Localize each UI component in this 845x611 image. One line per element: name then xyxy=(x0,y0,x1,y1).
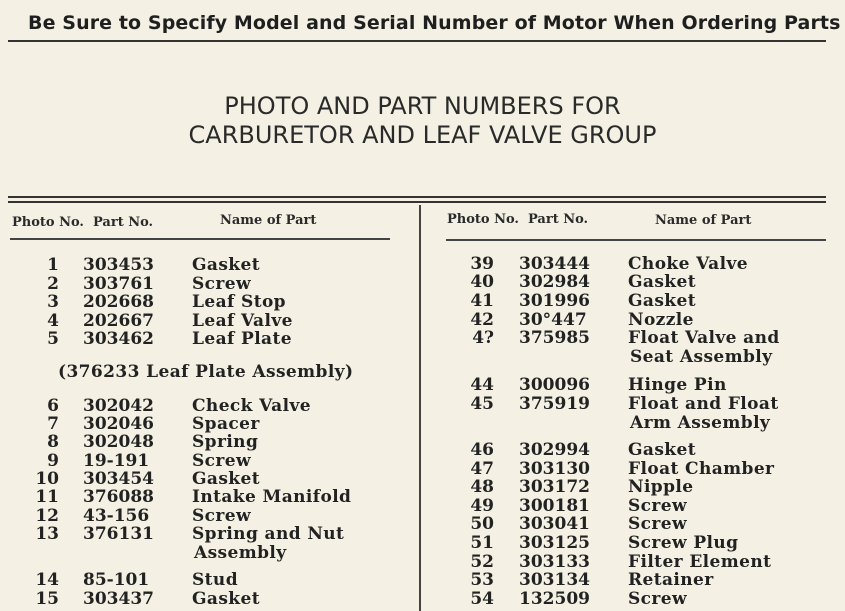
part-number: 303454 xyxy=(83,469,154,489)
part-number: 303761 xyxy=(83,274,154,294)
photo-number: 13 xyxy=(35,524,59,544)
table-top-rule xyxy=(8,196,826,198)
left-header-rule xyxy=(10,238,390,240)
part-name: Spacer xyxy=(192,414,260,434)
photo-number: 51 xyxy=(470,533,494,553)
part-name: Nipple xyxy=(628,477,694,497)
part-name: Intake Manifold xyxy=(192,487,352,507)
photo-number: 12 xyxy=(35,506,59,526)
part-name: Screw xyxy=(628,514,688,534)
part-number: 302046 xyxy=(83,414,154,434)
part-number: 375985 xyxy=(519,328,590,348)
part-number: 202668 xyxy=(83,292,154,312)
part-name: Gasket xyxy=(628,440,696,460)
page-title xyxy=(0,92,845,150)
part-number: 303133 xyxy=(519,552,590,572)
part-name: Screw xyxy=(628,496,688,516)
banner-underline xyxy=(8,40,826,42)
part-number: 303041 xyxy=(519,514,590,534)
part-name: Retainer xyxy=(628,570,714,590)
part-name: Gasket xyxy=(192,589,260,609)
part-number: 302994 xyxy=(519,440,590,460)
left-header-name: Name of Part xyxy=(220,213,317,228)
part-name: Float Chamber xyxy=(628,459,775,479)
photo-number: 4 xyxy=(47,311,59,331)
part-name: Screw xyxy=(192,451,252,471)
photo-number: 53 xyxy=(470,570,494,590)
photo-number: 40 xyxy=(470,272,494,292)
photo-number: 46 xyxy=(470,440,494,460)
photo-number: 4? xyxy=(472,328,494,348)
part-number: 303134 xyxy=(519,570,590,590)
part-number: 302984 xyxy=(519,272,590,292)
part-name: Nozzle xyxy=(628,310,694,330)
right-header-photo: Photo No. xyxy=(447,212,519,227)
photo-number: 52 xyxy=(470,552,494,572)
photo-number: 7 xyxy=(47,414,59,434)
photo-number: 49 xyxy=(470,496,494,516)
part-name: Check Valve xyxy=(192,396,311,416)
part-number: 85-101 xyxy=(83,570,150,590)
part-name: Leaf Plate xyxy=(192,329,292,349)
part-name-continued: Arm Assembly xyxy=(630,413,771,433)
photo-number: 14 xyxy=(35,570,59,590)
part-name: Float and Float xyxy=(628,394,779,414)
left-header-photo: Photo No. xyxy=(12,215,84,230)
photo-number: 42 xyxy=(470,310,494,330)
table-top-rule-2 xyxy=(8,201,826,203)
photo-number: 8 xyxy=(47,432,59,452)
part-name: Spring xyxy=(192,432,259,452)
photo-number: 44 xyxy=(470,375,494,395)
photo-number: 6 xyxy=(47,396,59,416)
photo-number: 10 xyxy=(35,469,59,489)
part-number: 303172 xyxy=(519,477,590,497)
part-name-continued: Seat Assembly xyxy=(630,347,773,367)
part-number: 30°447 xyxy=(519,310,587,330)
part-name: Screw xyxy=(628,589,688,609)
photo-number: 48 xyxy=(470,477,494,497)
part-name: Float Valve and xyxy=(628,328,780,348)
part-name: Spring and Nut xyxy=(192,524,345,544)
part-number: 300181 xyxy=(519,496,590,516)
part-name: Screw Plug xyxy=(628,533,739,553)
part-number: 303437 xyxy=(83,589,154,609)
right-header-rule xyxy=(446,239,826,241)
title-line-1: PHOTO AND PART NUMBERS FOR xyxy=(224,92,621,120)
part-number: 303125 xyxy=(519,533,590,553)
part-number: 303130 xyxy=(519,459,590,479)
photo-number: 50 xyxy=(470,514,494,534)
photo-number: 2 xyxy=(47,274,59,294)
part-name: Leaf Stop xyxy=(192,292,286,312)
part-number: 202667 xyxy=(83,311,154,331)
part-number: 303444 xyxy=(519,254,590,274)
part-number: 301996 xyxy=(519,291,590,311)
part-name: Gasket xyxy=(192,255,260,275)
column-divider xyxy=(419,205,421,611)
left-header-part: Part No. xyxy=(93,215,154,230)
part-name: Gasket xyxy=(628,272,696,292)
part-number: 300096 xyxy=(519,375,590,395)
photo-number: 3 xyxy=(47,292,59,312)
photo-number: 54 xyxy=(470,589,494,609)
order-notice-banner: Be Sure to Specify Model and Serial Number of Motor When Ordering Parts xyxy=(28,12,841,34)
right-header-part: Part No. xyxy=(528,212,589,227)
part-number: 302048 xyxy=(83,432,154,452)
photo-number: 47 xyxy=(470,459,494,479)
part-name: Hinge Pin xyxy=(628,375,727,395)
part-name: Leaf Valve xyxy=(192,311,293,331)
part-number: 376131 xyxy=(83,524,154,544)
part-number: 376088 xyxy=(83,487,154,507)
photo-number: 11 xyxy=(35,487,59,507)
part-name-continued: Assembly xyxy=(194,543,287,563)
part-number: 43-156 xyxy=(83,506,150,526)
part-number: 132509 xyxy=(519,589,590,609)
part-number: 302042 xyxy=(83,396,154,416)
part-name: Screw xyxy=(192,274,252,294)
subassembly-note: (376233 Leaf Plate Assembly) xyxy=(58,362,354,382)
part-name: Filter Element xyxy=(628,552,772,572)
title-line-2: CARBURETOR AND LEAF VALVE GROUP xyxy=(188,121,657,149)
part-name: Gasket xyxy=(628,291,696,311)
photo-number: 9 xyxy=(47,451,59,471)
part-name: Gasket xyxy=(192,469,260,489)
photo-number: 15 xyxy=(35,589,59,609)
part-number: 303462 xyxy=(83,329,154,349)
photo-number: 39 xyxy=(470,254,494,274)
part-name: Choke Valve xyxy=(628,254,748,274)
photo-number: 41 xyxy=(470,291,494,311)
right-header-name: Name of Part xyxy=(655,213,752,228)
photo-number: 45 xyxy=(470,394,494,414)
photo-number: 5 xyxy=(47,329,59,349)
part-name: Stud xyxy=(192,570,238,590)
part-number: 375919 xyxy=(519,394,590,414)
part-number: 19-191 xyxy=(83,451,150,471)
part-number: 303453 xyxy=(83,255,154,275)
photo-number: 1 xyxy=(47,255,59,275)
part-name: Screw xyxy=(192,506,252,526)
